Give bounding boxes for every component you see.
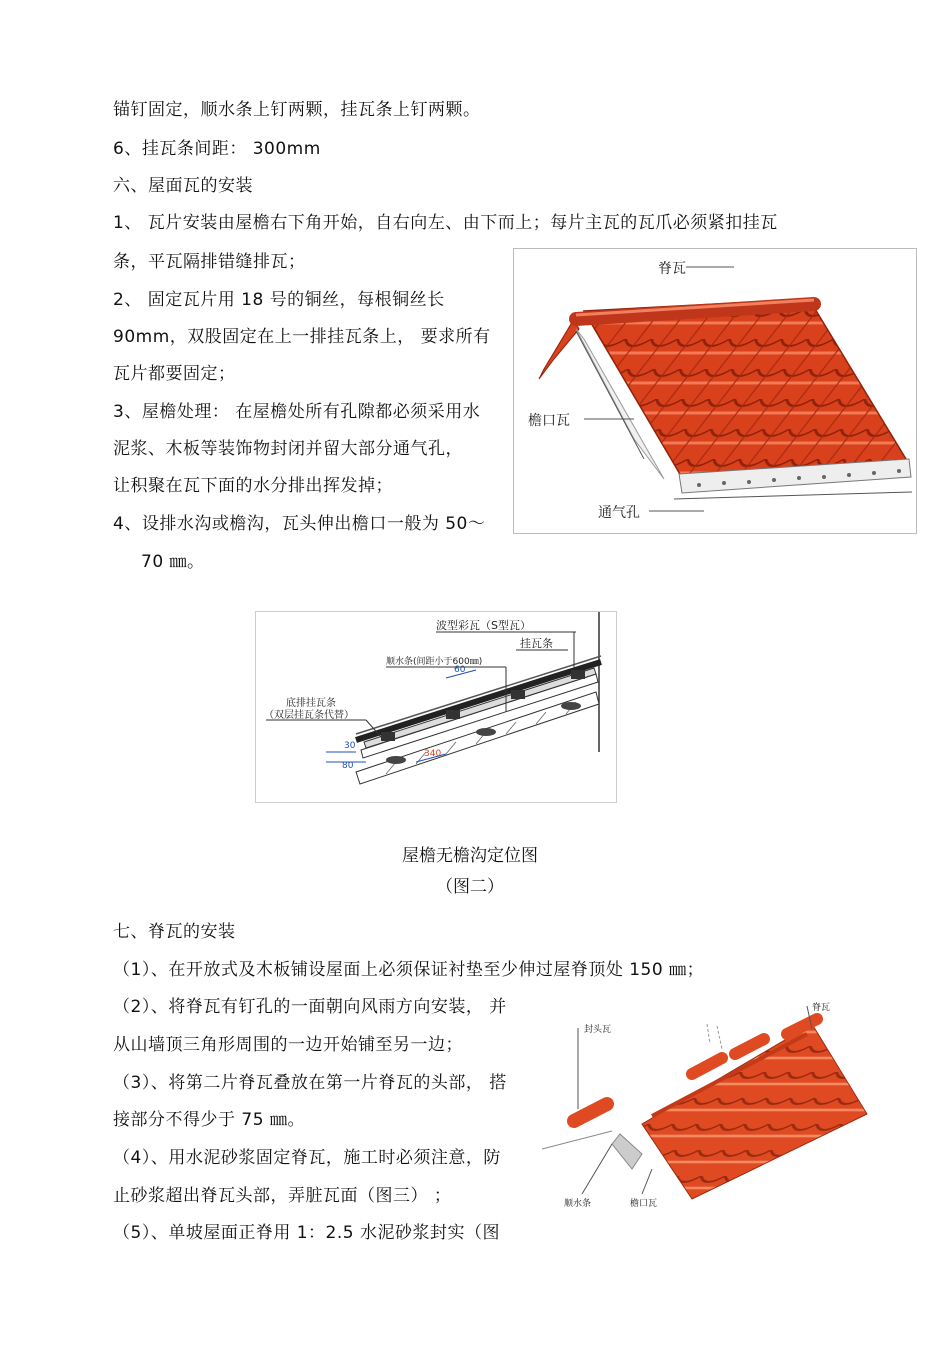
item-text: 瓦片都要固定； (113, 364, 236, 384)
item-text: 条，平瓦隔排错缝排瓦； (113, 252, 306, 272)
ridge-tile-label: 脊瓦 (812, 1003, 831, 1013)
dimension-label: 80 (342, 761, 354, 771)
bottom-batten-label-note: （双层挂瓦条代替） (264, 710, 354, 721)
item-text: （2）、将脊瓦有钉孔的一面朝向风雨方向安装， 并 (113, 997, 507, 1017)
dimension-label: 340 (424, 749, 442, 759)
item-text: 1、 瓦片安装由屋檐右下角开始，自右向左、由下而上；每片主瓦的瓦爪必须紧扣挂瓦 (113, 213, 778, 233)
section-heading: 七、脊瓦的安装 (113, 922, 236, 942)
ridge-figure (542, 994, 887, 1217)
item-text: 泥浆、木板等装饰物封闭并留大部分通气孔， (113, 439, 463, 459)
item-text: （4）、用水泥砂浆固定脊瓦，施工时必须注意，防 (113, 1148, 501, 1168)
item-text: 4、设排水沟或檐沟，瓦头伸出檐口一般为 50～ (113, 514, 486, 534)
item-text: 90mm，双股固定在上一排挂瓦条上， 要求所有 (113, 327, 491, 347)
counter-batten-label: 顺水条(间距小于600㎜) (386, 657, 483, 667)
item-text: 止砂浆超出脊瓦头部，弄脏瓦面（图三） ； (113, 1186, 452, 1206)
dimension-label: 30 (344, 741, 356, 751)
figure-caption-sub: （图二） (436, 877, 504, 897)
text-line: 锚钉固定，顺水条上钉两颗，挂瓦条上钉两颗。 (113, 100, 481, 120)
item-text: 70 ㎜。 (141, 552, 205, 572)
item-text: 接部分不得少于 75 ㎜。 (113, 1110, 305, 1130)
item-text: 让积聚在瓦下面的水分排出挥发掉； (113, 476, 393, 496)
batten-label: 挂瓦条 (520, 637, 553, 650)
item-text: （1）、在开放式及木板铺设屋面上必须保证衬垫至少伸过屋脊顶处 150 ㎜； (113, 960, 705, 980)
dimension-label: 60 (454, 665, 466, 675)
section-heading: 六、屋面瓦的安装 (113, 176, 253, 196)
item-text: 2、 固定瓦片用 18 号的铜丝，每根铜丝长 (113, 290, 445, 310)
tile-label: 波型彩瓦（S型瓦） (436, 619, 531, 632)
item-text: 6、挂瓦条间距： 300mm (113, 139, 321, 159)
item-text: （5）、单坡屋面正脊用 1：2.5 水泥砂浆封实（图 (113, 1223, 500, 1243)
eave-tile-label: 檐口瓦 (630, 1199, 658, 1209)
item-text: 从山墙顶三角形周围的一边开始铺至另一边； (113, 1035, 463, 1055)
item-text: 3、屋檐处理： 在屋檐处所有孔隙都必须采用水 (113, 402, 481, 422)
eave-tile-label: 檐口瓦 (528, 413, 570, 429)
figure-caption: 屋檐无檐沟定位图 (402, 846, 538, 866)
bottom-batten-label: 底排挂瓦条 (286, 698, 336, 709)
item-text: （3）、将第二片脊瓦叠放在第一片脊瓦的头部， 搭 (113, 1073, 507, 1093)
counter-batten-label: 顺水条 (564, 1199, 592, 1209)
vent-hole-label: 通气孔 (598, 505, 640, 521)
end-cap-label: 封头瓦 (584, 1025, 612, 1035)
roof-figure (513, 248, 917, 534)
ridge-tile-label: 脊瓦 (658, 261, 686, 277)
eave-section-diagram (255, 611, 617, 803)
